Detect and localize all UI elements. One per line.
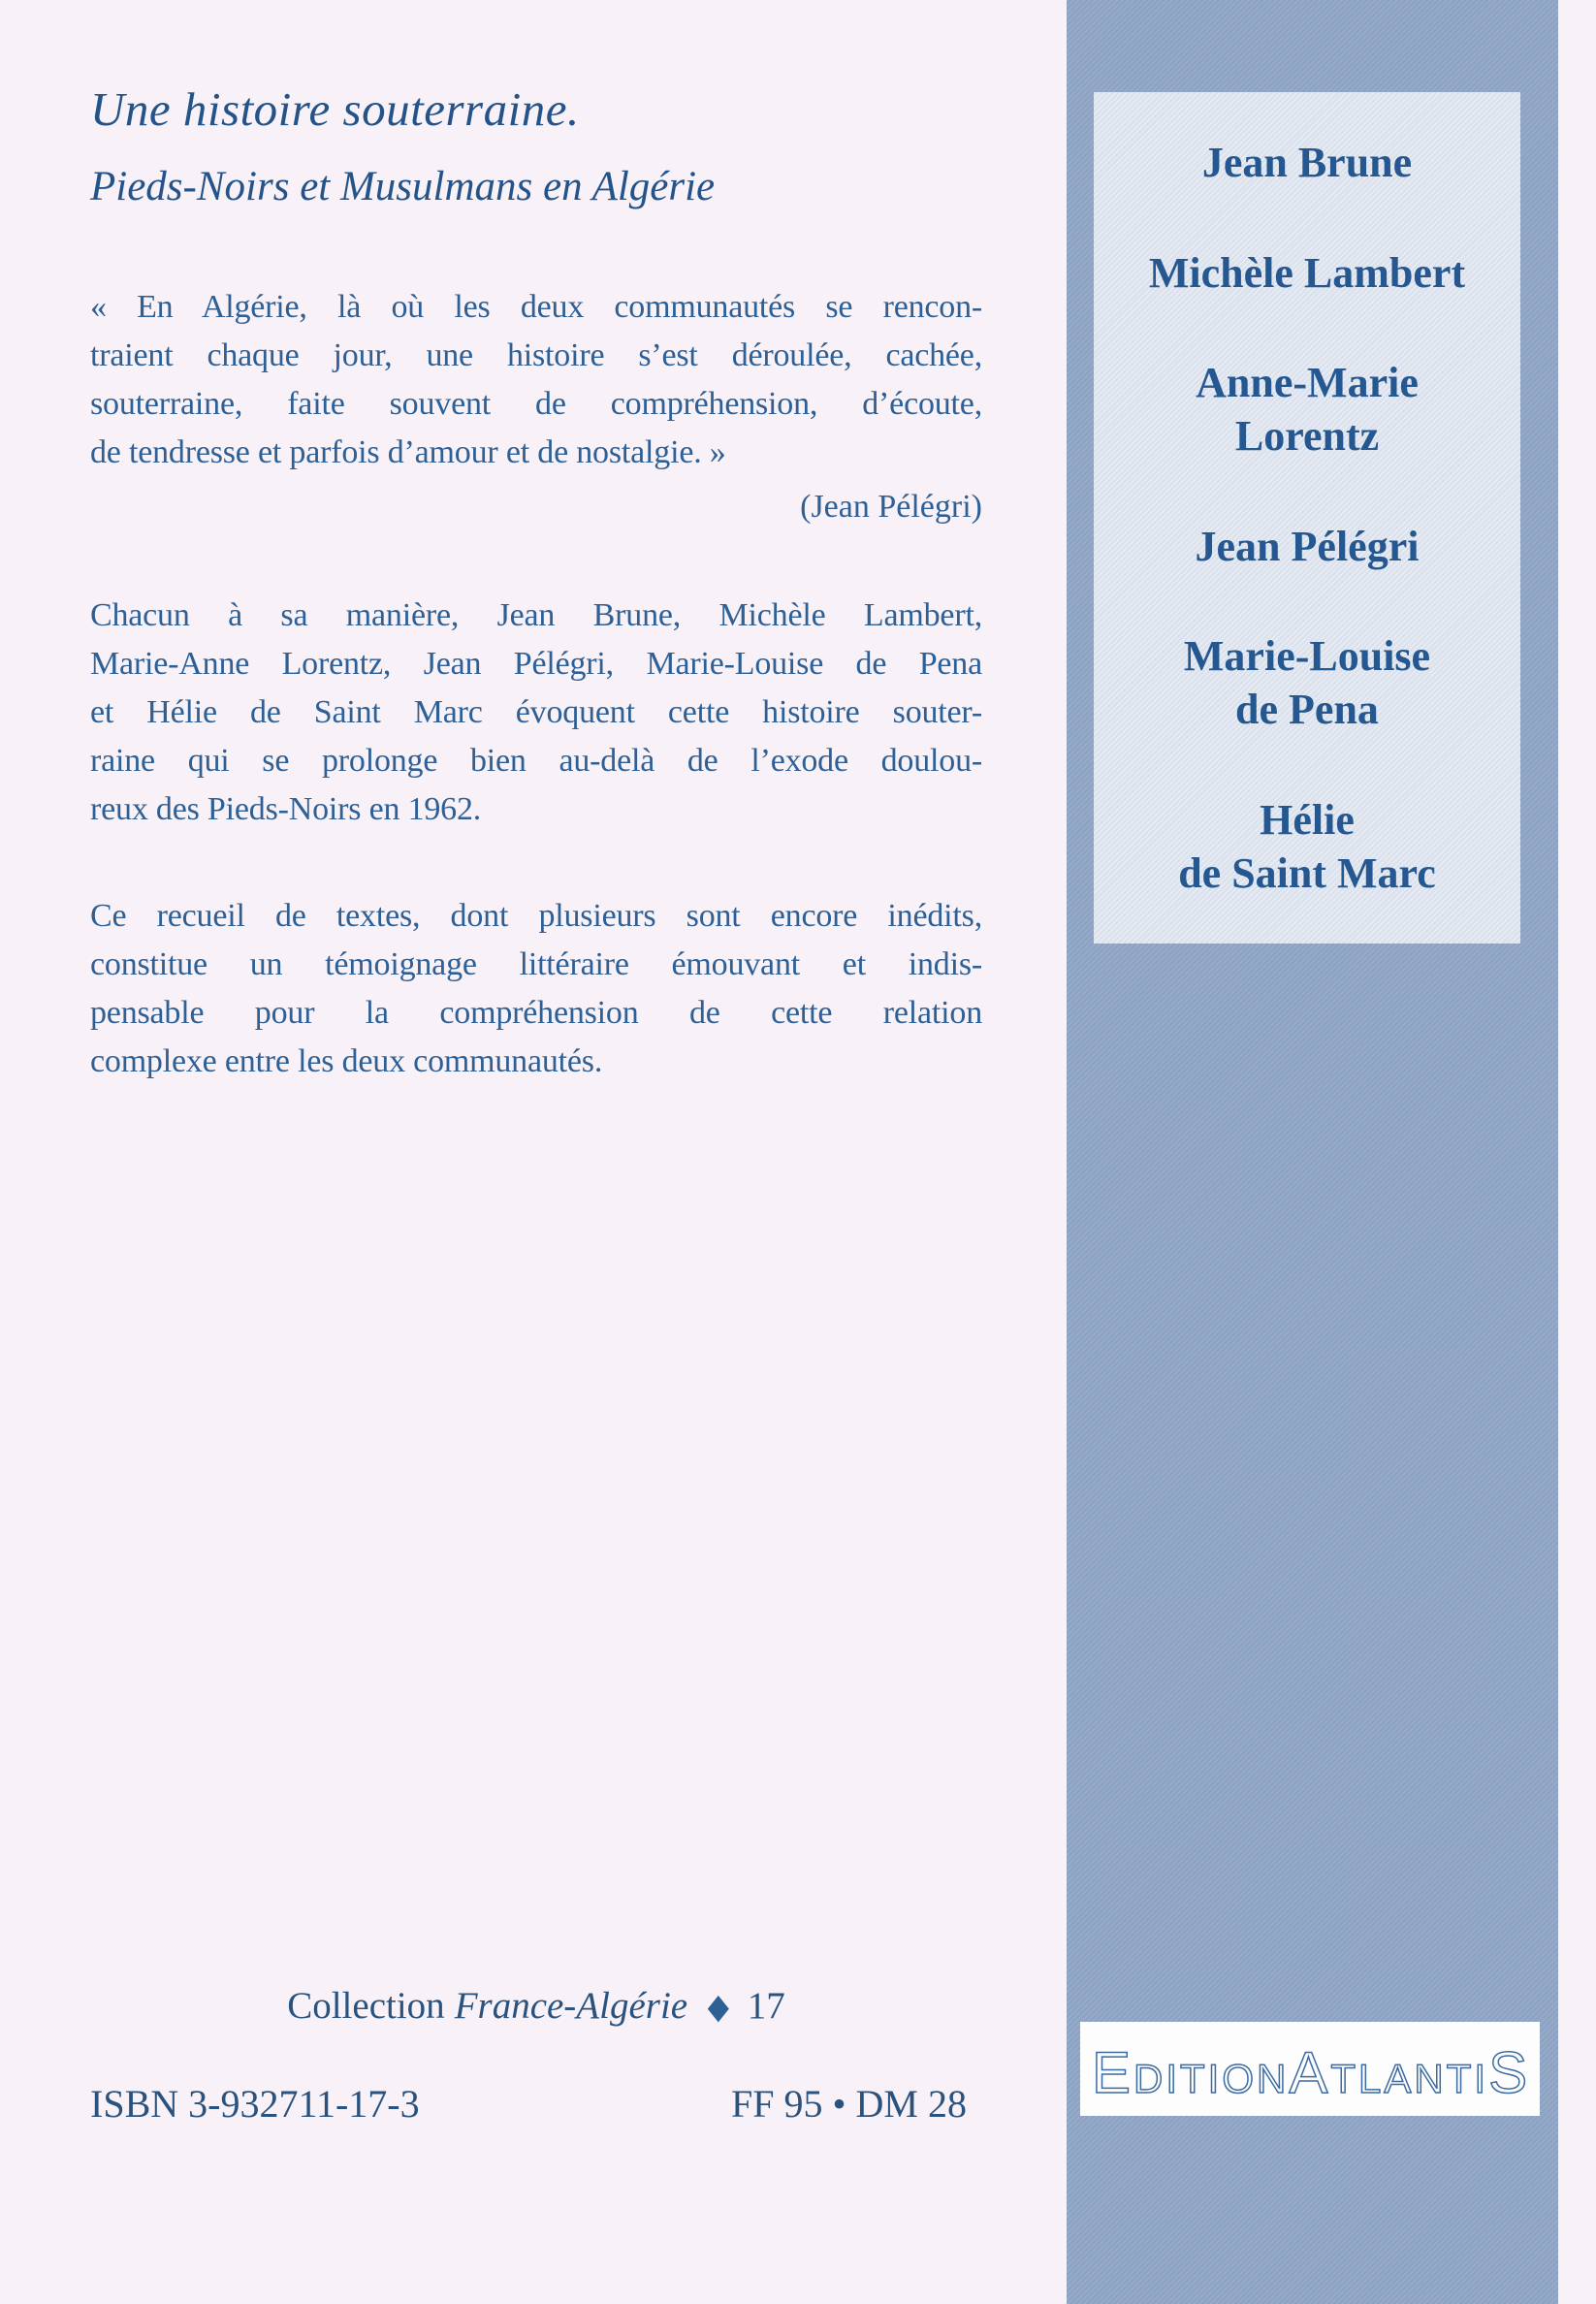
book-title: Une histoire souterraine. [90, 82, 580, 136]
logo-segment: E [1092, 2040, 1134, 2105]
quote-line: de tendresse et parfois d’amour et de nostalgie. » [90, 434, 726, 470]
author-name [1196, 356, 1419, 463]
author-name-line: Anne-Marie [1196, 359, 1419, 407]
publisher-logo-art [1080, 2022, 1540, 2116]
text-line: Ce recueil de textes, dont plusieurs sont encore inédits, [90, 898, 982, 934]
quote-attribution: (Jean Pélégri) [800, 489, 982, 525]
sidebar-band [1067, 0, 1558, 2304]
text-line: pensable pour la compréhension de cette relation [90, 995, 982, 1031]
author-name [1178, 793, 1436, 900]
author-name [1196, 520, 1420, 573]
text-line: Marie-Anne Lorentz, Jean Pélégri, Marie-Louise de Pena [90, 646, 982, 682]
quote-line: souterraine, faite souvent de compréhension, d’écoute, [90, 386, 982, 422]
text-line: raine qui se prolonge bien au-delà de l’exode doulou- [90, 743, 982, 779]
quote-line: « En Algérie, là où les deux communautés se rencon- [90, 289, 982, 325]
author-name [1202, 136, 1412, 189]
author-name-line: de Saint Marc [1178, 848, 1436, 897]
logo-segment: TLANTI [1330, 2056, 1489, 2101]
quote-paragraph [90, 283, 982, 531]
text-line: et Hélie de Saint Marc évoquent cette histoire souter- [90, 694, 982, 730]
text-line: constitue un témoignage littéraire émouvant et indis- [90, 946, 982, 982]
author-name-line: Lorentz [1234, 412, 1380, 461]
publisher-logo [1080, 2022, 1540, 2116]
author-name-line: de Pena [1235, 686, 1379, 734]
text-line: reux des Pieds-Noirs en 1962. [90, 791, 482, 827]
book-subtitle: Pieds-Noirs et Musulmans en Algérie [90, 164, 716, 209]
collection-line [90, 1984, 982, 2028]
collection-number: 17 [747, 1985, 785, 2027]
author-name-line: Marie-Louise [1183, 632, 1431, 681]
logo-segment: A [1289, 2040, 1331, 2105]
text-line: Chacun à sa manière, Jean Brune, Michèle Lambert, [90, 597, 982, 633]
logo-segment: S [1488, 2040, 1531, 2105]
quote-line: traient chaque jour, une histoire s’est déroulée, cachée, [90, 337, 982, 373]
price-text: FF 95 • DM 28 [731, 2082, 967, 2126]
isbn-text: ISBN 3-932711-17-3 [90, 2082, 420, 2126]
publication-info-row [90, 2081, 982, 2127]
svg-text:EDITIONATLANTIS [1092, 2040, 1530, 2105]
logo-segment: DITION [1133, 2056, 1290, 2101]
author-name-line: Michèle Lambert [1148, 248, 1466, 297]
authors-box [1094, 92, 1520, 944]
author-name-line: Hélie [1260, 795, 1355, 844]
diamond-icon: ◆ [707, 1987, 730, 2026]
text-line: complexe entre les deux communautés. [90, 1043, 603, 1079]
author-name [1184, 629, 1430, 736]
collection-label: Collection [287, 1985, 445, 2027]
paragraph-summary [90, 892, 982, 1086]
author-name [1149, 246, 1465, 300]
main-text-column [90, 0, 982, 2304]
paragraph-authors [90, 592, 982, 834]
author-name-line: Jean Pélégri [1195, 522, 1420, 570]
collection-series: France-Algérie [454, 1985, 688, 2027]
author-name-line: Jean Brune [1201, 139, 1413, 186]
